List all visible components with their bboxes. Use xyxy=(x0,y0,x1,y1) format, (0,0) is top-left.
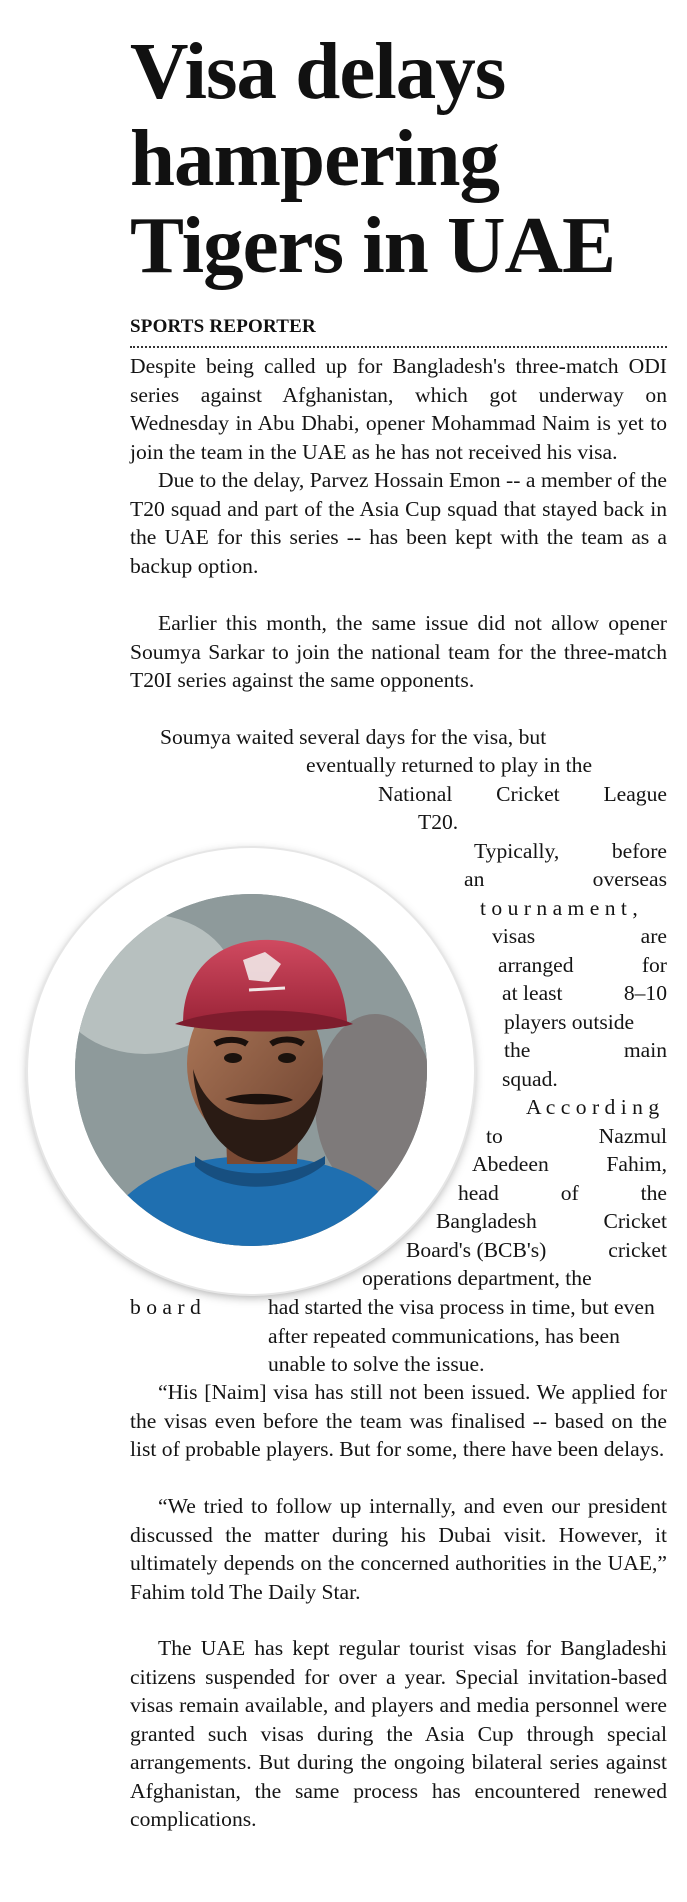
wrap-line: b o a r d xyxy=(130,1295,201,1319)
paragraph-6: “His [Naim] visa has still not been issued. We applied for the visas even before the team was finalised -- based on the list of probable players. But for some, there have been delays. xyxy=(130,1380,667,1461)
wrap-line: squad. xyxy=(502,1067,558,1091)
wrap-line: Abedeen Fahim, xyxy=(472,1152,667,1176)
wrap-line: T20. xyxy=(418,810,459,834)
wrap-line: eventually returned to play in the xyxy=(306,753,593,777)
wrap-line: National Cricket League xyxy=(378,782,667,806)
wrap-line: head of the xyxy=(458,1181,667,1205)
paragraph-1: Despite being called up for Bangladesh's three-match ODI series against Afghanistan, which got underway on Wednesday in Abu Dhabi, opener Mohammad Naim is yet to join the team in the UAE as he has not received his visa. xyxy=(130,354,667,464)
wrap-line: Typically, before xyxy=(474,839,667,863)
paragraph-8: The UAE has kept regular tourist visas for Bangladeshi citizens suspended for over a year. Special invitation-based visas remain available, and players and media personnel were granted such visas during the Asia Cup through special arrangements. But during the ongoing bilateral series against Afghanistan, the same process has encountered renewed complications. xyxy=(130,1636,667,1831)
player-portrait-illustration xyxy=(75,894,427,1246)
wrap-line: the main xyxy=(504,1038,667,1062)
wrap-line: arranged for xyxy=(498,953,667,977)
paragraph-2: Due to the delay, Parvez Hossain Emon -- a member of the T20 squad and part of the Asia Cup squad that stayed back in the UAE for this series -- has been kept with the team as a backup option. xyxy=(130,468,667,578)
wrap-line: visas are xyxy=(492,924,667,948)
byline: SPORTS REPORTER xyxy=(130,316,316,337)
wrap-line: A c c o r d i n g xyxy=(526,1095,660,1119)
headline-line-1: Visa delays xyxy=(130,26,506,116)
wrap-line: players outside xyxy=(504,1010,635,1034)
byline-divider xyxy=(130,346,667,348)
wrap-line: to Nazmul xyxy=(486,1124,667,1148)
headline xyxy=(130,28,670,289)
wrap-line: an overseas xyxy=(464,867,667,891)
headline-line-3: Tigers in UAE xyxy=(130,200,616,290)
wrap-line: Bangladesh Cricket xyxy=(436,1209,667,1233)
paragraph-7: “We tried to follow up internally, and even our president discussed the matter during his Dubai visit. However, it ultimately depends on the concerned authorities in the UAE,” Fahim told The Daily Star. xyxy=(130,1494,667,1604)
wrap-line: t o u r n a m e n t , xyxy=(480,896,638,920)
player-photo xyxy=(75,894,427,1246)
wrap-line: at least 8–10 xyxy=(502,981,667,1005)
headline-line-2: hampering xyxy=(130,113,500,203)
wrap-line: operations department, the xyxy=(362,1266,592,1290)
wrap-line: Soumya waited several days for the visa, but xyxy=(160,725,547,749)
paragraph-5-tail: had started the visa process in time, but even after repeated communications, has been unable to solve the issue. xyxy=(268,1295,655,1376)
paragraph-3: Earlier this month, the same issue did not allow opener Soumya Sarkar to join the national team for the three-match T20I series against the same opponents. xyxy=(130,611,667,692)
wrap-line: Board's (BCB's) cricket xyxy=(406,1238,667,1262)
